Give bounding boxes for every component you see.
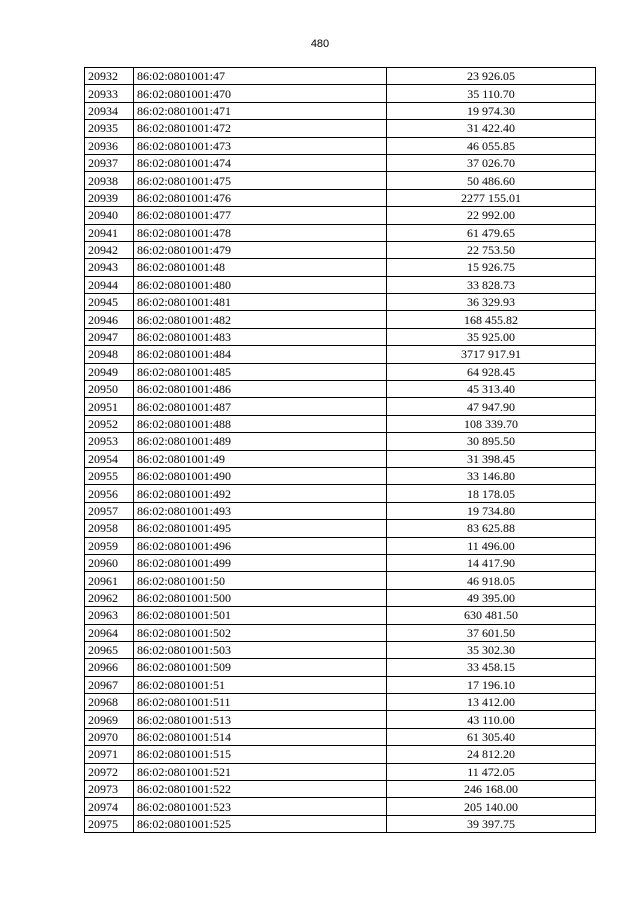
cadastral-value-cell: 630 481.50: [387, 607, 596, 624]
cadastral-value-cell: 33 146.80: [387, 467, 596, 484]
page-number: 480: [310, 38, 330, 50]
cadastral-value-cell: 83 625.88: [387, 520, 596, 537]
table-row: [85, 450, 596, 467]
row-number-cell: 20971: [85, 746, 134, 763]
cadastral-value-cell: 23 926.05: [387, 68, 596, 85]
table-row: [85, 207, 596, 224]
row-number-cell: 20938: [85, 172, 134, 189]
cadastral-number-cell: 86:02:0801001:478: [134, 224, 387, 241]
cadastral-value-cell: 46 055.85: [387, 137, 596, 154]
row-number-cell: 20956: [85, 485, 134, 502]
row-number-cell: 20960: [85, 554, 134, 571]
cadastral-number-cell: 86:02:0801001:488: [134, 415, 387, 432]
cadastral-value-cell: 11 472.05: [387, 763, 596, 780]
cadastral-value-cell: 33 828.73: [387, 276, 596, 293]
cadastral-number-cell: 86:02:0801001:484: [134, 346, 387, 363]
cadastral-number-cell: 86:02:0801001:476: [134, 189, 387, 206]
table-row: [85, 467, 596, 484]
row-number-cell: 20961: [85, 572, 134, 589]
cadastral-number-cell: 86:02:0801001:480: [134, 276, 387, 293]
cadastral-number-cell: 86:02:0801001:486: [134, 381, 387, 398]
cadastral-value-cell: 30 895.50: [387, 433, 596, 450]
cadastral-number-cell: 86:02:0801001:522: [134, 781, 387, 798]
cadastral-value-cell: 33 458.15: [387, 659, 596, 676]
cadastral-number-cell: 86:02:0801001:477: [134, 207, 387, 224]
table-row: [85, 798, 596, 815]
cadastral-number-cell: 86:02:0801001:492: [134, 485, 387, 502]
cadastral-value-cell: 24 812.20: [387, 746, 596, 763]
row-number-cell: 20959: [85, 537, 134, 554]
cadastral-number-cell: 86:02:0801001:490: [134, 467, 387, 484]
cadastral-number-cell: 86:02:0801001:499: [134, 554, 387, 571]
table-row: [85, 398, 596, 415]
row-number-cell: 20933: [85, 85, 134, 102]
table-row: [85, 763, 596, 780]
cadastral-value-cell: 3717 917.91: [387, 346, 596, 363]
cadastral-value-cell: 39 397.75: [387, 815, 596, 832]
cadastral-value-cell: 36 329.93: [387, 294, 596, 311]
cadastral-number-cell: 86:02:0801001:470: [134, 85, 387, 102]
table-row: [85, 676, 596, 693]
cadastral-value-cell: 45 313.40: [387, 381, 596, 398]
cadastral-value-cell: 31 422.40: [387, 120, 596, 137]
table-row: [85, 172, 596, 189]
table-row: [85, 728, 596, 745]
cadastral-value-cell: 205 140.00: [387, 798, 596, 815]
cadastral-number-cell: 86:02:0801001:481: [134, 294, 387, 311]
cadastral-number-cell: 86:02:0801001:501: [134, 607, 387, 624]
cadastral-value-cell: 22 753.50: [387, 241, 596, 258]
cadastral-number-cell: 86:02:0801001:502: [134, 624, 387, 641]
table-row: [85, 68, 596, 85]
table-row: [85, 746, 596, 763]
table-row: [85, 572, 596, 589]
table-row: [85, 137, 596, 154]
cadastral-number-cell: 86:02:0801001:471: [134, 102, 387, 119]
row-number-cell: 20954: [85, 450, 134, 467]
row-number-cell: 20963: [85, 607, 134, 624]
table-row: [85, 85, 596, 102]
cadastral-value-cell: 31 398.45: [387, 450, 596, 467]
cadastral-value-table: [84, 67, 596, 833]
table-row: [85, 624, 596, 641]
row-number-cell: 20949: [85, 363, 134, 380]
cadastral-value-cell: 14 417.90: [387, 554, 596, 571]
cadastral-value-cell: 49 395.00: [387, 589, 596, 606]
cadastral-number-cell: 86:02:0801001:51: [134, 676, 387, 693]
cadastral-number-cell: 86:02:0801001:514: [134, 728, 387, 745]
row-number-cell: 20953: [85, 433, 134, 450]
table-row: [85, 502, 596, 519]
cadastral-number-cell: 86:02:0801001:49: [134, 450, 387, 467]
row-number-cell: 20951: [85, 398, 134, 415]
table-row: [85, 294, 596, 311]
row-number-cell: 20937: [85, 154, 134, 171]
table-row: [85, 311, 596, 328]
cadastral-value-cell: 168 455.82: [387, 311, 596, 328]
row-number-cell: 20947: [85, 328, 134, 345]
cadastral-number-cell: 86:02:0801001:487: [134, 398, 387, 415]
table-row: [85, 415, 596, 432]
cadastral-value-cell: 47 947.90: [387, 398, 596, 415]
row-number-cell: 20955: [85, 467, 134, 484]
cadastral-number-cell: 86:02:0801001:513: [134, 711, 387, 728]
cadastral-value-cell: 22 992.00: [387, 207, 596, 224]
cadastral-value-cell: 19 734.80: [387, 502, 596, 519]
cadastral-number-cell: 86:02:0801001:50: [134, 572, 387, 589]
cadastral-number-cell: 86:02:0801001:495: [134, 520, 387, 537]
cadastral-number-cell: 86:02:0801001:509: [134, 659, 387, 676]
cadastral-number-cell: 86:02:0801001:489: [134, 433, 387, 450]
cadastral-number-cell: 86:02:0801001:511: [134, 694, 387, 711]
row-number-cell: 20939: [85, 189, 134, 206]
row-number-cell: 20969: [85, 711, 134, 728]
cadastral-value-cell: 61 479.65: [387, 224, 596, 241]
cadastral-number-cell: 86:02:0801001:503: [134, 641, 387, 658]
cadastral-value-cell: 2277 155.01: [387, 189, 596, 206]
table-row: [85, 537, 596, 554]
row-number-cell: 20935: [85, 120, 134, 137]
cadastral-number-cell: 86:02:0801001:521: [134, 763, 387, 780]
row-number-cell: 20943: [85, 259, 134, 276]
cadastral-value-cell: 46 918.05: [387, 572, 596, 589]
table-row: [85, 485, 596, 502]
cadastral-value-cell: 37 601.50: [387, 624, 596, 641]
cadastral-number-cell: 86:02:0801001:500: [134, 589, 387, 606]
table-row: [85, 554, 596, 571]
row-number-cell: 20968: [85, 694, 134, 711]
cadastral-number-cell: 86:02:0801001:485: [134, 363, 387, 380]
row-number-cell: 20950: [85, 381, 134, 398]
row-number-cell: 20975: [85, 815, 134, 832]
table-row: [85, 328, 596, 345]
table-row: [85, 589, 596, 606]
table-row: [85, 641, 596, 658]
row-number-cell: 20945: [85, 294, 134, 311]
row-number-cell: 20942: [85, 241, 134, 258]
table-row: [85, 241, 596, 258]
cadastral-value-cell: 35 925.00: [387, 328, 596, 345]
cadastral-value-cell: 108 339.70: [387, 415, 596, 432]
table-row: [85, 276, 596, 293]
cadastral-number-cell: 86:02:0801001:47: [134, 68, 387, 85]
cadastral-value-cell: 35 110.70: [387, 85, 596, 102]
row-number-cell: 20974: [85, 798, 134, 815]
cadastral-number-cell: 86:02:0801001:472: [134, 120, 387, 137]
cadastral-value-cell: 35 302.30: [387, 641, 596, 658]
cadastral-number-cell: 86:02:0801001:482: [134, 311, 387, 328]
table-row: [85, 102, 596, 119]
table-row: [85, 224, 596, 241]
row-number-cell: 20944: [85, 276, 134, 293]
table-body: [85, 68, 596, 833]
row-number-cell: 20952: [85, 415, 134, 432]
table-row: [85, 259, 596, 276]
row-number-cell: 20957: [85, 502, 134, 519]
table-row: [85, 433, 596, 450]
table-row: [85, 659, 596, 676]
table-row: [85, 154, 596, 171]
row-number-cell: 20965: [85, 641, 134, 658]
row-number-cell: 20958: [85, 520, 134, 537]
cadastral-value-cell: 64 928.45: [387, 363, 596, 380]
table-row: [85, 381, 596, 398]
cadastral-value-cell: 13 412.00: [387, 694, 596, 711]
cadastral-value-cell: 18 178.05: [387, 485, 596, 502]
table-row: [85, 520, 596, 537]
table-row: [85, 346, 596, 363]
cadastral-value-cell: 19 974.30: [387, 102, 596, 119]
row-number-cell: 20941: [85, 224, 134, 241]
cadastral-value-cell: 43 110.00: [387, 711, 596, 728]
row-number-cell: 20962: [85, 589, 134, 606]
cadastral-number-cell: 86:02:0801001:496: [134, 537, 387, 554]
row-number-cell: 20948: [85, 346, 134, 363]
cadastral-number-cell: 86:02:0801001:525: [134, 815, 387, 832]
row-number-cell: 20932: [85, 68, 134, 85]
cadastral-value-cell: 246 168.00: [387, 781, 596, 798]
table-row: [85, 120, 596, 137]
table-row: [85, 607, 596, 624]
row-number-cell: 20966: [85, 659, 134, 676]
row-number-cell: 20936: [85, 137, 134, 154]
row-number-cell: 20946: [85, 311, 134, 328]
table-row: [85, 694, 596, 711]
table-row: [85, 363, 596, 380]
cadastral-number-cell: 86:02:0801001:483: [134, 328, 387, 345]
cadastral-value-cell: 37 026.70: [387, 154, 596, 171]
table-row: [85, 781, 596, 798]
cadastral-value-cell: 61 305.40: [387, 728, 596, 745]
row-number-cell: 20970: [85, 728, 134, 745]
cadastral-number-cell: 86:02:0801001:475: [134, 172, 387, 189]
cadastral-value-cell: 15 926.75: [387, 259, 596, 276]
row-number-cell: 20973: [85, 781, 134, 798]
row-number-cell: 20967: [85, 676, 134, 693]
table-row: [85, 189, 596, 206]
cadastral-number-cell: 86:02:0801001:493: [134, 502, 387, 519]
cadastral-number-cell: 86:02:0801001:515: [134, 746, 387, 763]
table-row: [85, 815, 596, 832]
cadastral-value-cell: 11 496.00: [387, 537, 596, 554]
row-number-cell: 20964: [85, 624, 134, 641]
cadastral-value-cell: 50 486.60: [387, 172, 596, 189]
cadastral-number-cell: 86:02:0801001:48: [134, 259, 387, 276]
cadastral-number-cell: 86:02:0801001:479: [134, 241, 387, 258]
table-row: [85, 711, 596, 728]
row-number-cell: 20934: [85, 102, 134, 119]
row-number-cell: 20940: [85, 207, 134, 224]
cadastral-number-cell: 86:02:0801001:523: [134, 798, 387, 815]
cadastral-number-cell: 86:02:0801001:473: [134, 137, 387, 154]
cadastral-value-cell: 17 196.10: [387, 676, 596, 693]
cadastral-number-cell: 86:02:0801001:474: [134, 154, 387, 171]
row-number-cell: 20972: [85, 763, 134, 780]
